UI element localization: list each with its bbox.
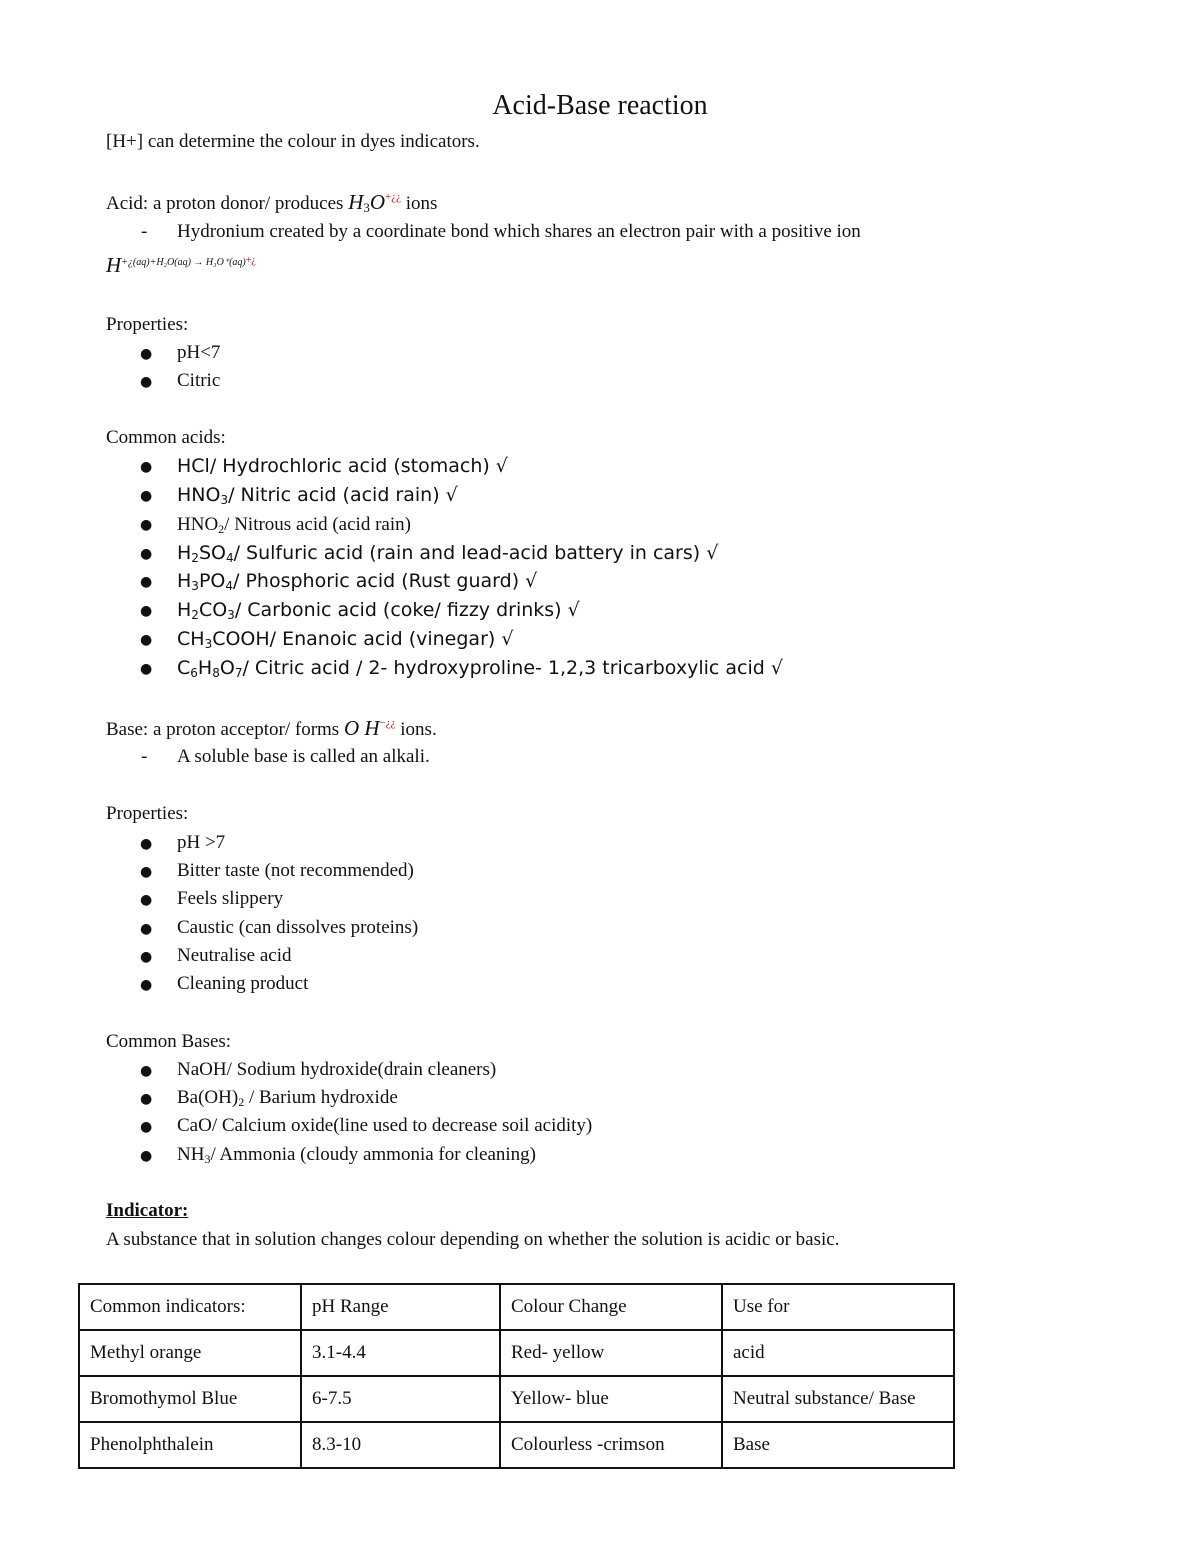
bullet-marker: ● — [140, 836, 153, 852]
table-header-row — [79, 1284, 954, 1330]
acid-formula-sub: 2 — [191, 551, 199, 565]
acid-formula: C — [177, 657, 191, 679]
acid-formula: H — [177, 599, 192, 621]
intro-text: [H+] can determine the colour in dyes indicators. — [106, 131, 480, 152]
common-acids-heading: Common acids: — [106, 427, 226, 448]
table-cell: 6-7.5 — [301, 1376, 500, 1422]
acid-description: / Nitrous acid (acid rain) — [224, 514, 411, 535]
base-property-item: Neutralise acid — [177, 945, 292, 966]
acid-formula: H — [177, 542, 192, 564]
bullet-marker: ● — [140, 977, 153, 993]
acid-item-h3po4 — [177, 570, 537, 593]
bullet-marker: ● — [140, 517, 153, 533]
page-title: Acid-Base reaction — [492, 90, 708, 121]
base-item-nh3 — [177, 1144, 536, 1167]
table-row — [79, 1330, 954, 1376]
bullet-marker: ● — [140, 603, 153, 619]
acid-item-c6h8o7 — [177, 657, 783, 680]
bullet-marker: ● — [140, 546, 153, 562]
bullet-marker: ● — [140, 488, 153, 504]
base-description: / Calcium oxide(line used to decrease soil acidity) — [211, 1115, 593, 1136]
base-property-item: pH >7 — [177, 832, 226, 853]
base-item-cao — [177, 1115, 592, 1137]
bullet-marker: ● — [140, 632, 153, 648]
acid-formula-sub: 3 — [204, 637, 213, 651]
acid-property-item: Citric — [177, 370, 221, 391]
acid-item-hno3 — [177, 484, 458, 507]
acid-formula: H — [177, 570, 192, 592]
base-formula: NaOH — [177, 1059, 227, 1080]
hydronium-formula-sup: +¿¿ — [385, 191, 402, 203]
base-description: / Sodium hydroxide(drain cleaners) — [226, 1059, 497, 1080]
bullet-marker: ● — [140, 921, 153, 937]
base-formula: CaO — [177, 1115, 212, 1136]
bullet-marker: ● — [140, 574, 153, 590]
base-description: / Barium hydroxide — [244, 1087, 398, 1108]
acid-formula: HCl — [177, 455, 210, 477]
hydronium-formula-o: O — [369, 190, 386, 214]
hydronium-equation — [106, 253, 256, 278]
equation-rest: +¿(aq)+H₂O(aq) → H₃O⁺(aq) — [121, 257, 246, 268]
base-description: / Ammonia (cloudy ammonia for cleaning) — [210, 1144, 537, 1165]
acid-formula: PO — [198, 570, 226, 592]
acid-formula-sub: 3 — [191, 579, 199, 593]
acid-property-item: pH<7 — [177, 342, 221, 363]
hydroxide-formula-sup: −¿¿ — [379, 717, 396, 729]
acid-formula: COOH — [212, 628, 270, 650]
acid-formula-sub: 6 — [190, 666, 198, 680]
table-header-cell: Use for — [722, 1284, 954, 1330]
table-cell: Base — [722, 1422, 954, 1468]
acid-properties-heading: Properties: — [106, 314, 189, 335]
base-formula: Ba(OH) — [177, 1087, 239, 1108]
acid-formula-sub: 2 — [191, 608, 199, 622]
bullet-marker: ● — [140, 346, 153, 362]
bullet-marker: ● — [140, 661, 153, 677]
table-cell: Bromothymol Blue — [79, 1376, 301, 1422]
dash-marker: - — [141, 746, 148, 767]
bullet-marker: ● — [140, 1119, 153, 1135]
bullet-marker: ● — [140, 1148, 153, 1164]
table-header-cell: pH Range — [301, 1284, 500, 1330]
base-property-item: Caustic (can dissolves proteins) — [177, 917, 419, 938]
acid-formula-sub: 4 — [225, 579, 233, 593]
acid-formula-sub: 4 — [225, 551, 234, 565]
indicator-heading: Indicator: — [106, 1200, 189, 1221]
equation-end: +¿ — [245, 255, 256, 266]
base-properties-heading: Properties: — [106, 803, 189, 824]
acid-formula: O — [219, 657, 235, 679]
bullet-marker: ● — [140, 864, 153, 880]
base-item-baoh2 — [177, 1087, 398, 1110]
acid-description: / Citric acid / 2- hydroxyproline- 1,2,3 tricarboxylic acid √ — [242, 657, 783, 679]
bullet-marker: ● — [140, 949, 153, 965]
table-cell: Phenolphthalein — [79, 1422, 301, 1468]
acid-formula: SO — [198, 542, 226, 564]
acid-item-hno2 — [177, 514, 411, 537]
acid-description: / Phosphoric acid (Rust guard) √ — [233, 570, 538, 592]
table-cell: 8.3-10 — [301, 1422, 500, 1468]
table-cell: Methyl orange — [79, 1330, 301, 1376]
equation-h: H — [106, 253, 122, 277]
acid-item-ch3cooh — [177, 628, 513, 651]
hydronium-formula-sub: 3 — [363, 200, 370, 215]
dash-marker: - — [141, 221, 148, 242]
table-cell: 3.1-4.4 — [301, 1330, 500, 1376]
base-property-item: Bitter taste (not recommended) — [177, 860, 414, 881]
base-formula: NH — [177, 1144, 205, 1165]
indicator-definition: A substance that in solution changes colour depending on whether the solution is acidic or basic. — [106, 1229, 840, 1250]
acid-formula: HNO — [177, 514, 219, 535]
base-item-naoh — [177, 1059, 496, 1081]
hydronium-note: Hydronium created by a coordinate bond which shares an electron pair with a positive ion — [177, 221, 861, 242]
acid-formula-sub: 3 — [220, 493, 229, 507]
bullet-marker: ● — [140, 1063, 153, 1079]
common-bases-heading: Common Bases: — [106, 1031, 232, 1052]
table-header-cell: Common indicators: — [79, 1284, 301, 1330]
table-row — [79, 1422, 954, 1468]
table-row — [79, 1376, 954, 1422]
base-property-item: Cleaning product — [177, 973, 309, 994]
acid-description: / Enanoic acid (vinegar) √ — [269, 628, 514, 650]
base-formula-sub: 3 — [204, 1152, 211, 1166]
acid-description: / Nitric acid (acid rain) √ — [228, 484, 458, 506]
table-cell: Colourless -crimson — [500, 1422, 722, 1468]
alkali-note: A soluble base is called an alkali. — [177, 746, 430, 767]
table-cell: acid — [722, 1330, 954, 1376]
bullet-marker: ● — [140, 459, 153, 475]
acid-formula-sub: 7 — [234, 666, 243, 680]
acid-definition — [106, 190, 437, 216]
base-property-item: Feels slippery — [177, 888, 284, 909]
table-cell: Yellow- blue — [500, 1376, 722, 1422]
bullet-marker: ● — [140, 1091, 153, 1107]
acid-formula: CH — [177, 628, 205, 650]
acid-description: / Sulfuric acid (rain and lead-acid battery in cars) √ — [233, 542, 719, 564]
acid-definition-suffix: ions — [401, 193, 438, 214]
acid-item-hcl — [177, 455, 508, 477]
table-cell: Neutral substance/ Base — [722, 1376, 954, 1422]
acid-formula-sub: 8 — [212, 666, 220, 680]
base-definition-suffix: ions. — [395, 719, 437, 740]
base-formula-sub: 2 — [238, 1095, 245, 1109]
acid-formula: HNO — [177, 484, 221, 506]
table-cell: Red- yellow — [500, 1330, 722, 1376]
acid-formula: H — [197, 657, 213, 679]
base-definition — [106, 716, 437, 741]
table-header-cell: Colour Change — [500, 1284, 722, 1330]
acid-definition-prefix: Acid: a proton donor/ produces — [106, 193, 349, 214]
acid-item-h2co3 — [177, 599, 580, 622]
hydronium-formula-h: H — [348, 190, 364, 214]
base-definition-prefix: Base: a proton acceptor/ forms — [106, 719, 344, 740]
acid-description: / Hydrochloric acid (stomach) √ — [209, 455, 508, 477]
bullet-marker: ● — [140, 374, 153, 390]
acid-formula-sub: 3 — [227, 608, 235, 622]
acid-description: / Carbonic acid (coke/ fizzy drinks) √ — [234, 599, 580, 621]
bullet-marker: ● — [140, 892, 153, 908]
indicator-table — [78, 1283, 955, 1469]
hydroxide-formula: O H — [343, 716, 380, 740]
acid-formula-sub: 2 — [218, 522, 225, 536]
acid-formula: CO — [198, 599, 228, 621]
acid-item-h2so4 — [177, 542, 718, 565]
